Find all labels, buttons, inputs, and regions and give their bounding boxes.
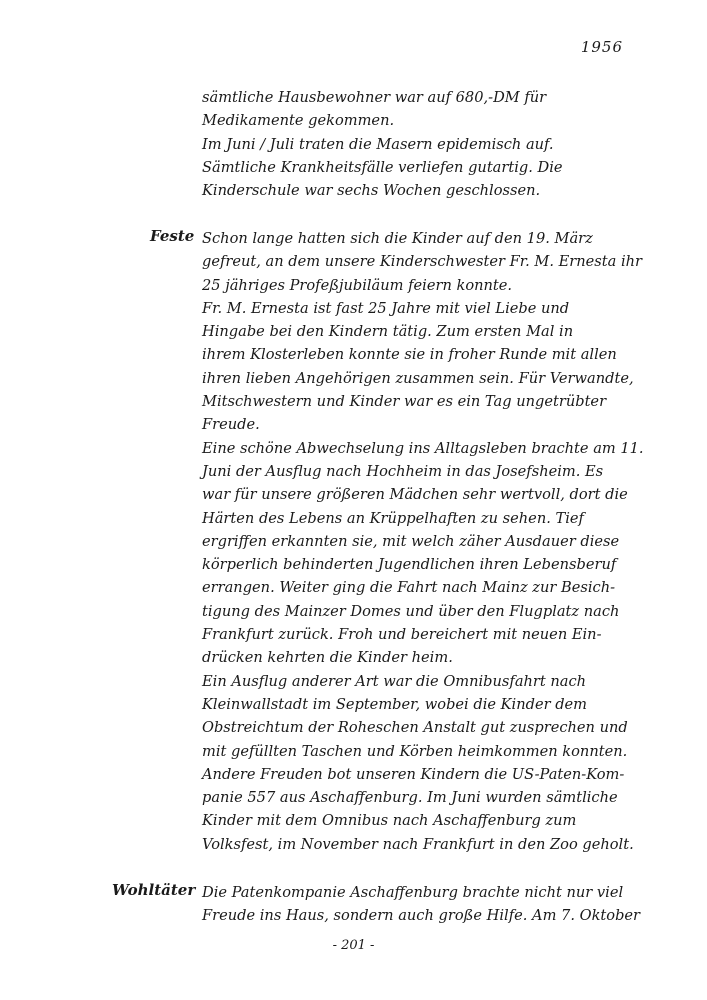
wohltaeter-label: Wohltäter — [112, 881, 196, 899]
feste-label: Feste — [150, 227, 195, 245]
text-line: Im Juni / Juli traten die Masern epidemisch auf. — [202, 135, 554, 153]
text-line: Härten des Lebens an Krüppelhaften zu sehen. Tief — [202, 509, 584, 527]
text-line: Fr. M. Ernesta ist fast 25 Jahre mit viel Liebe und — [202, 299, 570, 317]
text-line: Sämtliche Krankheitsfälle verliefen gutartig. Die — [202, 158, 563, 176]
text-line: körperlich behinderten Jugendlichen ihren Lebensberuf — [202, 556, 617, 574]
text-line: Ein Ausflug anderer Art war die Omnibusfahrt nach — [202, 672, 587, 690]
text-line: war für unsere größeren Mädchen sehr wertvoll, dort die — [202, 486, 628, 504]
text-line: Frankfurt zurück. Froh und bereichert mit neuen Ein- — [202, 626, 602, 644]
text-line: Obstreichtum der Roheschen Anstalt gut zusprechen und — [202, 719, 628, 737]
text-line: Andere Freuden bot unseren Kindern die US-Paten-Kom- — [202, 765, 625, 783]
text-line: gefreut, an dem unsere Kinderschwester Fr. M. Ernesta ihr — [202, 253, 643, 271]
text-line: Juni der Ausflug nach Hochheim in das Josefsheim. Es — [202, 462, 604, 480]
text-line: errangen. Weiter ging die Fahrt nach Mainz zur Besich- — [202, 579, 616, 597]
text-line: ihren lieben Angehörigen zusammen sein. Für Verwandte, — [202, 369, 634, 387]
text-line: sämtliche Hausbewohner war auf 680,-DM für — [202, 89, 547, 106]
text-line: 25 jähriges Profeßjubiläum feiern konnte. — [202, 276, 513, 294]
text-line: Kleinwallstadt im September, wobei die Kinder dem — [202, 695, 588, 713]
text-line: Eine schöne Abwechselung ins Alltagsleben brachte am 11. — [202, 439, 644, 457]
text-line: Kinderschule war sechs Wochen geschlossen. — [202, 182, 541, 200]
text-line: tigung des Mainzer Domes und über den Flugplatz nach — [202, 602, 620, 620]
text-line: Freude ins Haus, sondern auch große Hilfe. Am 7. Oktober — [202, 907, 641, 925]
year-header: 1956 — [580, 38, 623, 56]
text-line: ihrem Klosterleben konnte sie in froher Runde mit allen — [202, 346, 617, 364]
text-line: Medikamente gekommen. — [202, 112, 395, 130]
text-line: mit gefüllten Taschen und Körben heimkommen konnten. — [202, 742, 628, 760]
text-line: Freude. — [202, 416, 260, 434]
page-number: - 201 - — [332, 938, 375, 953]
text-line: panie 557 aus Aschaffenburg. Im Juni wurden sämtliche — [202, 789, 618, 807]
text-line: drücken kehrten die Kinder heim. — [202, 649, 453, 667]
intro-paragraph — [202, 86, 642, 202]
text-line: Volksfest, im November nach Frankfurt in den Zoo geholt. — [202, 835, 634, 853]
feste-section — [202, 227, 642, 856]
text-line: Kinder mit dem Omnibus nach Aschaffenburg zum — [202, 812, 577, 830]
text-line: Die Patenkompanie Aschaffenburg brachte nicht nur viel — [202, 884, 624, 901]
text-line: Mitschwestern und Kinder war es ein Tag ungetrübter — [202, 393, 607, 411]
text-line: Schon lange hatten sich die Kinder auf den 19. März — [202, 230, 593, 247]
text-line: ergriffen erkannten sie, mit welch zäher Ausdauer diese — [202, 532, 620, 550]
text-line: Hingabe bei den Kindern tätig. Zum ersten Mal in — [202, 323, 574, 341]
wohltaeter-section — [202, 881, 642, 928]
